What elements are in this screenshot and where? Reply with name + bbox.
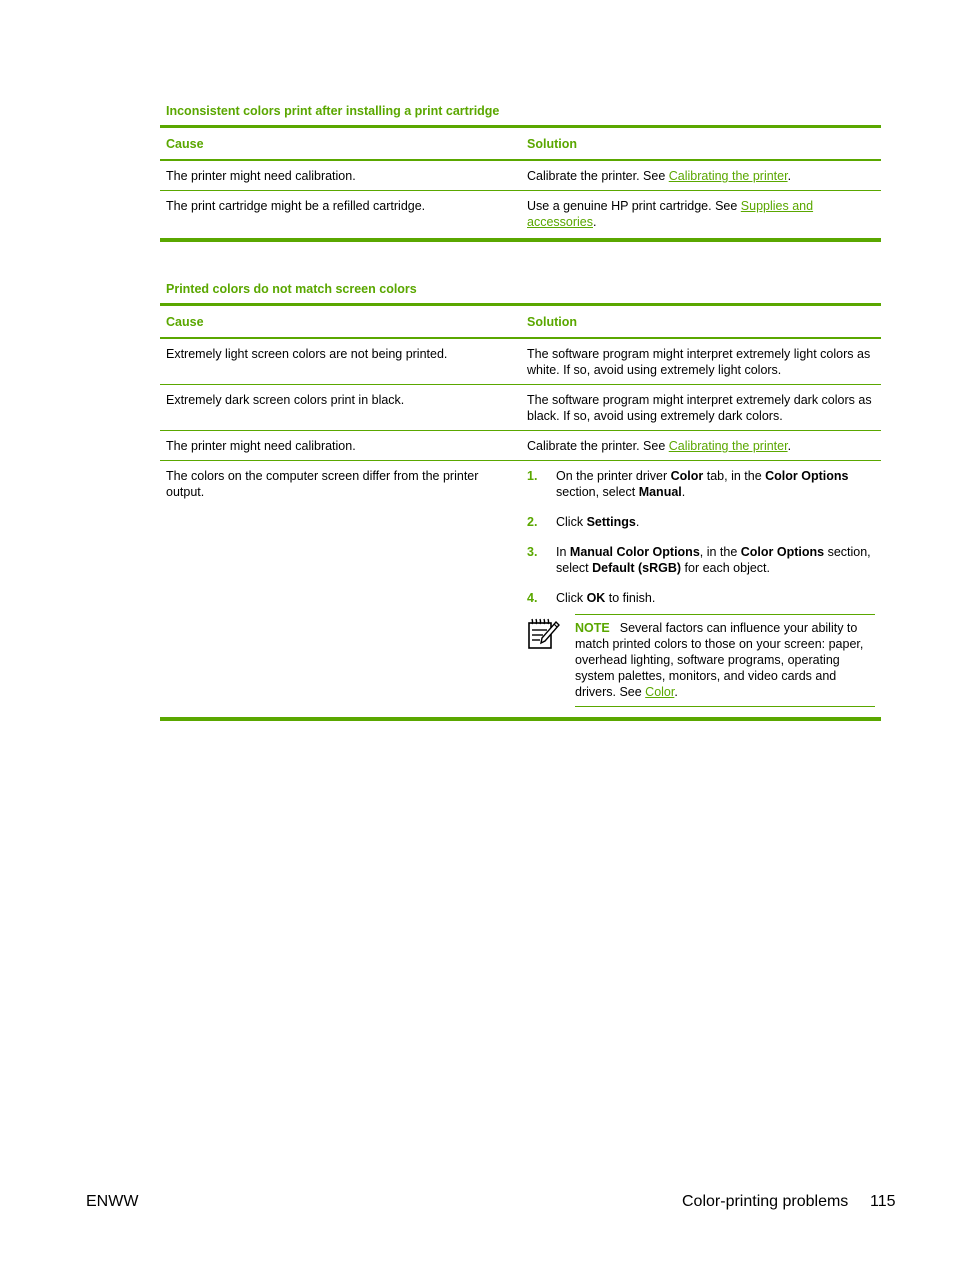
cause-cell: The print cartridge might be a refilled cartridge. [166,199,426,213]
note-text-end: . [674,685,678,699]
step-text: , in the [699,545,741,559]
step-text: Click [556,591,587,605]
cause-cell: The printer might need calibration. [160,431,521,461]
step-bold-text: Default (sRGB) [592,561,682,575]
step-bold-text: OK [586,591,606,605]
footer-enww: ENWW [86,1193,139,1210]
step-number: 4. [527,591,538,605]
solution-text: Calibrate the printer. See [527,169,669,183]
header-cause: Cause [160,127,521,161]
troubleshooting-table-2 [160,303,881,721]
solution-text: Use a genuine HP print cartridge. See [527,199,741,213]
step-item [527,544,875,576]
step-text: section, select [556,545,871,575]
calibrating-the-printer-link[interactable]: Calibrating the printer [668,169,788,183]
table-header-row [160,305,881,339]
table-row [160,338,881,385]
footer-section-name: Color-printing problems [682,1193,849,1210]
footer-page-number: 115 [870,1193,896,1210]
step-bold-text: Manual [638,485,682,499]
solution-cell [521,191,881,241]
cause-cell: The colors on the computer screen differ from the printer output. [166,469,479,499]
step-bold-text: Manual Color Options [569,545,700,559]
step-item [527,468,875,500]
header-cause: Cause [160,305,521,339]
header-solution: Solution [521,127,881,161]
steps-list [527,468,875,606]
note-label: NOTE [575,621,610,635]
step-bold-text: Color [670,469,704,483]
step-bold-text: Settings [586,515,636,529]
step-bold-text: Color Options [740,545,825,559]
cause-cell: Extremely light screen colors are not being printed. [160,338,521,385]
step-text: . [681,485,686,499]
step-number: 2. [527,515,538,529]
table-row [160,160,881,191]
troubleshooting-table-1 [160,125,881,242]
section-title-printed-colors: Printed colors do not match screen colors [166,282,417,296]
step-text: . [635,515,640,529]
header-solution: Solution [521,305,881,339]
color-link[interactable]: Color [645,685,675,699]
section-title-inconsistent-colors: Inconsistent colors print after installing a print cartridge [166,104,500,118]
step-text: for each object. [681,561,770,575]
step-bold-text: Color Options [765,469,849,483]
solution-cell [521,461,881,720]
step-number: 3. [527,545,538,559]
table-row [160,461,881,720]
step-number: 1. [527,469,538,483]
note-box [527,614,875,707]
step-item [527,590,875,606]
step-text: section, select [556,485,639,499]
solution-text-end: . [593,215,597,229]
step-text: tab, in the [703,469,766,483]
solution-cell [521,160,881,191]
solution-cell [521,431,881,461]
solution-text-end: . [787,439,792,453]
step-text: Click [556,515,587,529]
step-text: to finish. [605,591,656,605]
table-row [160,191,881,241]
solution-text-end: . [787,169,792,183]
note-text: Several factors can influence your ability to match printed colors to those on your screen: paper, overhead lighting, software programs, operating system palettes, monitors, and video cards and drivers. See [575,621,864,699]
step-text: On the printer driver [556,469,671,483]
solution-text: Calibrate the printer. See [527,439,669,453]
cause-cell: Extremely dark screen colors print in black. [160,385,521,431]
solution-cell: The software program might interpret extremely dark colors as black. If so, avoid using extremely dark colors. [521,385,881,431]
table-row [160,385,881,431]
note-pad-icon [527,616,561,650]
note-body [575,614,875,707]
supplies-and-accessories-link[interactable]: Supplies and accessories [527,199,814,229]
cause-cell: The printer might need calibration. [160,160,521,191]
solution-cell: The software program might interpret extremely light colors as white. If so, avoid using extremely light colors. [521,338,881,385]
table-header-row [160,127,881,161]
step-text: In [556,545,570,559]
table-row [160,431,881,461]
calibrating-the-printer-link[interactable]: Calibrating the printer [668,439,788,453]
step-item [527,514,875,530]
